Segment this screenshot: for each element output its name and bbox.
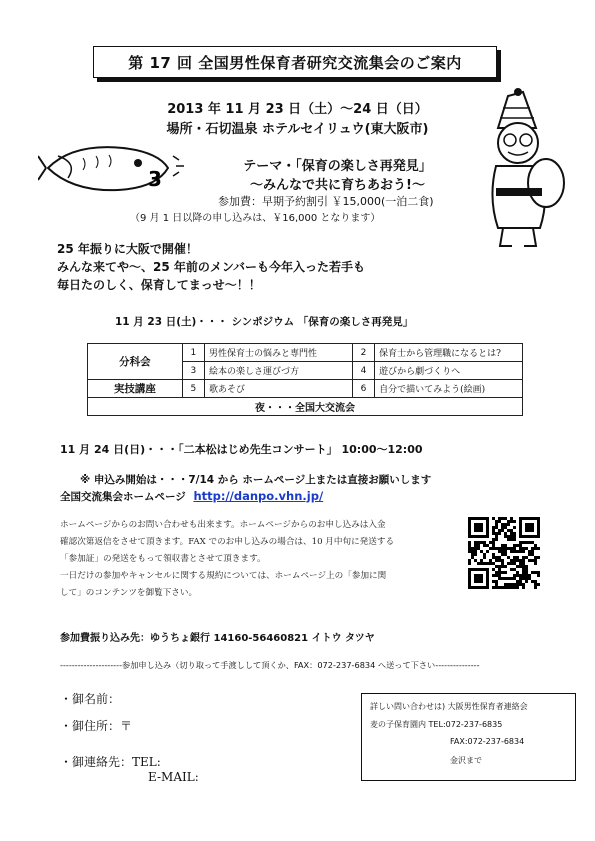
title-box bbox=[93, 46, 497, 78]
intro-line: 25 年振りに大阪で開催！ bbox=[57, 242, 198, 256]
email-field-label: E-MAIL: bbox=[148, 770, 199, 784]
apply-line: ※ 申込み開始は・・・7/14 から ホームページ上または直接お願いします bbox=[80, 474, 432, 486]
contact-box bbox=[361, 693, 576, 781]
qr-code[interactable] bbox=[468, 517, 540, 589]
hp-link[interactable]: http://danpo.vhn.jp/ bbox=[193, 489, 324, 503]
name-field-label: ・御名前： bbox=[60, 692, 121, 706]
date-line: 2013 年 11 月 23 日（土）～24 日（日） bbox=[167, 102, 428, 117]
paragraph-line: して」のコンテンツを御覧下さい。 bbox=[60, 588, 198, 598]
session-title: 自分で描いてみよう(絵画) bbox=[375, 380, 523, 398]
paragraph-line: 確認次第返信をさせて頂きます。FAX でのお申し込みの場合は、10 月中旬に発送する bbox=[60, 537, 395, 547]
contact-line: 詳しい問い合わせは) 大阪男性保育者連絡会 bbox=[370, 702, 528, 711]
session-title: 男性保育士の悩みと専門性 bbox=[204, 344, 352, 362]
table-row bbox=[88, 398, 523, 416]
bunkakai-label: 分科会 bbox=[88, 344, 183, 380]
session-title: 保育士から管理職になるとは? bbox=[375, 344, 523, 362]
contact-line: FAX:072-237-6834 bbox=[450, 737, 525, 746]
fee-note: （9 月 1 日以降の申し込みは、￥16,000 となります） bbox=[130, 213, 381, 224]
slogan-line: ～みんなで共に育ちあおう!～ bbox=[250, 178, 425, 193]
info-paragraph bbox=[60, 517, 455, 602]
contact-line: 金沢まで bbox=[450, 756, 482, 765]
svg-text:3: 3 bbox=[148, 167, 162, 191]
contact-line: 麦の子保育園内 TEL:072-237-6835 bbox=[370, 720, 503, 729]
session-number: 5 bbox=[182, 380, 204, 398]
schedule-table bbox=[87, 343, 523, 416]
hp-row bbox=[60, 489, 323, 504]
day1-line: 11 月 23 日(土)・・・ シンポジウム 「保育の楽しさ再発見」 bbox=[115, 316, 414, 328]
jitsugi-label: 実技講座 bbox=[88, 380, 183, 398]
page-title: 第 17 回 全国男性保育者研究交流集会のご案内 bbox=[128, 53, 462, 72]
session-number: 3 bbox=[182, 362, 204, 380]
intro-line: みんな来てや～、25 年前のメンバーも今年入った若手も bbox=[57, 260, 366, 274]
session-title: 歌あそび bbox=[204, 380, 352, 398]
table-row bbox=[88, 344, 523, 362]
venue-line: 場所・石切温泉 ホテルセイリュウ(東大阪市) bbox=[166, 122, 429, 137]
session-number: 4 bbox=[352, 362, 374, 380]
session-title: 絵本の楽しさ運びづ方 bbox=[204, 362, 352, 380]
theme-line: テーマ・「保育の楽しさ再発見」 bbox=[243, 159, 432, 174]
fee-line: 参加費：早期予約割引 ￥15,000(一泊二食) bbox=[218, 195, 434, 208]
day2-line: 11 月 24 日(日)・・・「二本松はじめ先生コンサート」 10:00～12:00 bbox=[60, 443, 423, 456]
paragraph-line: ホームページからのお問い合わせも出来ます。ホームページからのお申し込みは入金 bbox=[60, 520, 386, 530]
session-title: 遊びから劇づくりへ bbox=[375, 362, 523, 380]
session-number: 1 bbox=[182, 344, 204, 362]
paragraph-line: 「参加証」の発送をもって領収書とさせて頂きます。 bbox=[60, 554, 266, 564]
table-row bbox=[88, 380, 523, 398]
session-number: 2 bbox=[352, 344, 374, 362]
bank-line: 参加費振り込み先：ゆうちょ銀行 14160-56460821 イトウ タツヤ bbox=[60, 633, 375, 644]
paragraph-line: 一日だけの参加やキャンセルに関する規約については、ホームページ上の「参加に関 bbox=[60, 571, 387, 581]
cut-line: ---------------------参加申し込み（切り取って手渡しして頂くか、FAX：072-237-6834 へ送って下さい--------------- bbox=[60, 660, 480, 670]
intro-line: 毎日たのしく、保育してまっせ～！！ bbox=[57, 278, 261, 292]
session-number: 6 bbox=[352, 380, 374, 398]
night-event: 夜・・・全国大交流会 bbox=[88, 398, 523, 416]
address-field-label: ・御住所：〒 bbox=[60, 719, 133, 733]
tel-field-label: ・御連絡先：TEL: bbox=[60, 755, 161, 769]
hp-label: 全国交流集会ホームページ bbox=[60, 491, 186, 503]
